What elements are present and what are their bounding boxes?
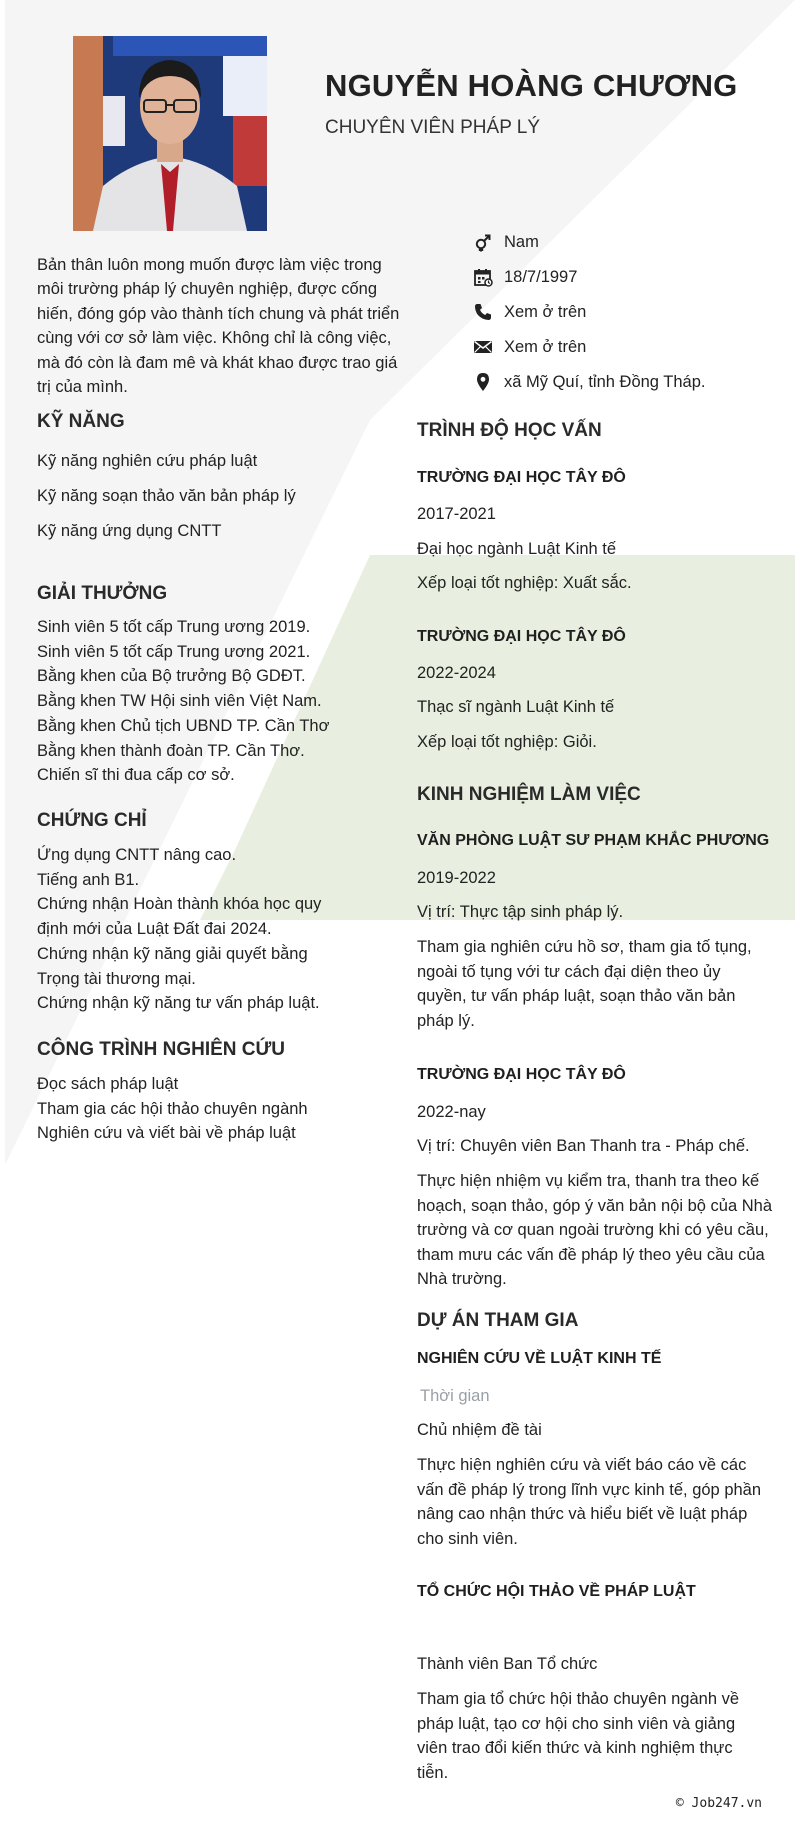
experience-period: 2019-2022 — [417, 869, 496, 887]
contact-gender — [472, 230, 539, 254]
portrait-image — [73, 36, 267, 231]
experience-description: Thực hiện nhiệm vụ kiểm tra, thanh tra theo kế hoạch, soạn thảo, góp ý văn bản nội bộ của Nhà trường và cơ quan ngoài trường khi có yêu cầu, tham mưu các vấn đề pháp lý theo yêu cầu của Nhà trường. — [417, 1172, 773, 1288]
experience-description: Tham gia nghiên cứu hồ sơ, tham gia tố tụng, ngoài tố tụng với tư cách đại diện theo ủy quyền, tư vấn pháp luật, soạn thảo văn bản pháp lý. — [417, 938, 752, 1030]
address-value: xã Mỹ Quí, tỉnh Đồng Tháp. — [504, 372, 706, 391]
calendar-icon — [472, 266, 494, 288]
gender-icon — [472, 231, 494, 253]
awards-heading: GIẢI THƯỞNG — [37, 583, 168, 604]
project-description: Thực hiện nghiên cứu và viết báo cáo về các vấn đề pháp lý trong lĩnh vực kinh tế, góp phần nâng cao nhận thức và hiểu biết về luật pháp cho sinh viên. — [417, 1456, 762, 1548]
phone-value: Xem ở trên — [504, 302, 587, 321]
education-period: 2022-2024 — [417, 664, 496, 682]
experience-heading: KINH NGHIỆM LÀM VIỆC — [417, 784, 641, 805]
skills-heading: KỸ NĂNG — [37, 411, 125, 432]
candidate-name: NGUYỄN HOÀNG CHƯƠNG — [325, 68, 738, 103]
award-item: Bằng khen thành đoàn TP. Cần Thơ. — [37, 741, 305, 760]
education-major: Thạc sĩ ngành Luật Kinh tế — [417, 698, 615, 716]
award-item: Bằng khen của Bộ trưởng Bộ GDĐT. — [37, 667, 306, 686]
email-value: Xem ở trên — [504, 337, 587, 356]
education-major: Đại học ngành Luật Kinh tế — [417, 540, 617, 558]
education-school: TRƯỜNG ĐẠI HỌC TÂY ĐÔ — [417, 628, 626, 645]
phone-icon — [472, 301, 494, 323]
research-item: Tham gia các hội thảo chuyên ngành — [37, 1099, 308, 1118]
experience-org: VĂN PHÒNG LUẬT SƯ PHẠM KHẮC PHƯƠNG — [417, 832, 770, 849]
certificate-line: định mới của Luật Đất đai 2024. — [37, 920, 272, 939]
project-role: Thành viên Ban Tổ chức — [417, 1655, 598, 1673]
envelope-icon — [472, 336, 494, 358]
research-heading: CÔNG TRÌNH NGHIÊN CỨU — [37, 1039, 285, 1060]
award-item: Bằng khen Chủ tịch UBND TP. Cần Thơ — [37, 716, 330, 735]
candidate-title: CHUYÊN VIÊN PHÁP LÝ — [325, 117, 541, 138]
birthday-value: 18/7/1997 — [504, 267, 578, 286]
experience-org: TRƯỜNG ĐẠI HỌC TÂY ĐÔ — [417, 1066, 626, 1083]
education-heading: TRÌNH ĐỘ HỌC VẤN — [417, 420, 602, 441]
project-description: Tham gia tổ chức hội thảo chuyên ngành về pháp luật, tạo cơ hội cho sinh viên và giảng viên trao đổi kiến thức và kinh nghiệm thực tiễn. — [417, 1690, 739, 1782]
skill-item: Kỹ năng ứng dụng CNTT — [37, 522, 222, 540]
research-list — [37, 1072, 308, 1146]
certificates-heading: CHỨNG CHỈ — [37, 810, 147, 831]
project-role: Chủ nhiệm đề tài — [417, 1421, 542, 1439]
education-grade: Xếp loại tốt nghiệp: Giỏi. — [417, 733, 597, 751]
projects-heading: DỰ ÁN THAM GIA — [417, 1310, 579, 1331]
certificate-line: Chứng nhận kỹ năng giải quyết bằng — [37, 944, 308, 963]
contact-email — [472, 335, 586, 359]
certificates-list — [37, 843, 337, 1016]
award-item: Bằng khen TW Hội sinh viên Việt Nam. — [37, 692, 322, 711]
award-item: Sinh viên 5 tốt cấp Trung ương 2021. — [37, 642, 311, 661]
profile-photo — [73, 36, 267, 231]
award-item: Chiến sĩ thi đua cấp cơ sở. — [37, 766, 235, 785]
skill-item: Kỹ năng nghiên cứu pháp luật — [37, 452, 258, 470]
contact-birthday — [472, 265, 577, 289]
project-title: TỔ CHỨC HỘI THẢO VỀ PHÁP LUẬT — [417, 1583, 696, 1600]
project-time-placeholder: Thời gian — [420, 1387, 490, 1405]
education-grade: Xếp loại tốt nghiệp: Xuất sắc. — [417, 574, 632, 592]
certificate-line: Tiếng anh B1. — [37, 870, 140, 889]
summary-text: Bản thân luôn mong muốn được làm việc trong môi trường pháp lý chuyên nghiệp, được cống hiến, đóng góp vào thành tích chung và phát triển cùng với cơ sở làm việc. Không chỉ là công việc, mà đó còn là đam mê và khát khao được trao giá trị của mình. — [37, 256, 400, 397]
certificate-line: Trọng tài thương mại. — [37, 969, 196, 988]
certificate-line: Chứng nhận Hoàn thành khóa học quy — [37, 895, 322, 914]
footer-credit: © Job247.vn — [675, 1796, 762, 1811]
education-school: TRƯỜNG ĐẠI HỌC TÂY ĐÔ — [417, 469, 626, 486]
certificate-line: Ứng dụng CNTT nâng cao. — [37, 846, 237, 864]
experience-position: Vị trí: Chuyên viên Ban Thanh tra - Pháp chế. — [417, 1137, 750, 1155]
experience-period: 2022-nay — [417, 1103, 486, 1121]
award-item: Sinh viên 5 tốt cấp Trung ương 2019. — [37, 618, 311, 636]
awards-list — [37, 615, 329, 788]
research-item: Đọc sách pháp luật — [37, 1075, 179, 1093]
project-title: NGHIÊN CỨU VỀ LUẬT KINH TẾ — [417, 1350, 662, 1367]
gender-value: Nam — [504, 232, 539, 251]
certificate-line: Chứng nhận kỹ năng tư vấn pháp luật. — [37, 994, 320, 1013]
contact-phone — [472, 300, 586, 324]
research-item: Nghiên cứu và viết bài về pháp luật — [37, 1124, 296, 1143]
education-period: 2017-2021 — [417, 505, 496, 523]
experience-position: Vị trí: Thực tập sinh pháp lý. — [417, 903, 624, 921]
location-pin-icon — [472, 371, 494, 393]
skill-item: Kỹ năng soạn thảo văn bản pháp lý — [37, 487, 296, 505]
contact-address — [472, 370, 705, 394]
